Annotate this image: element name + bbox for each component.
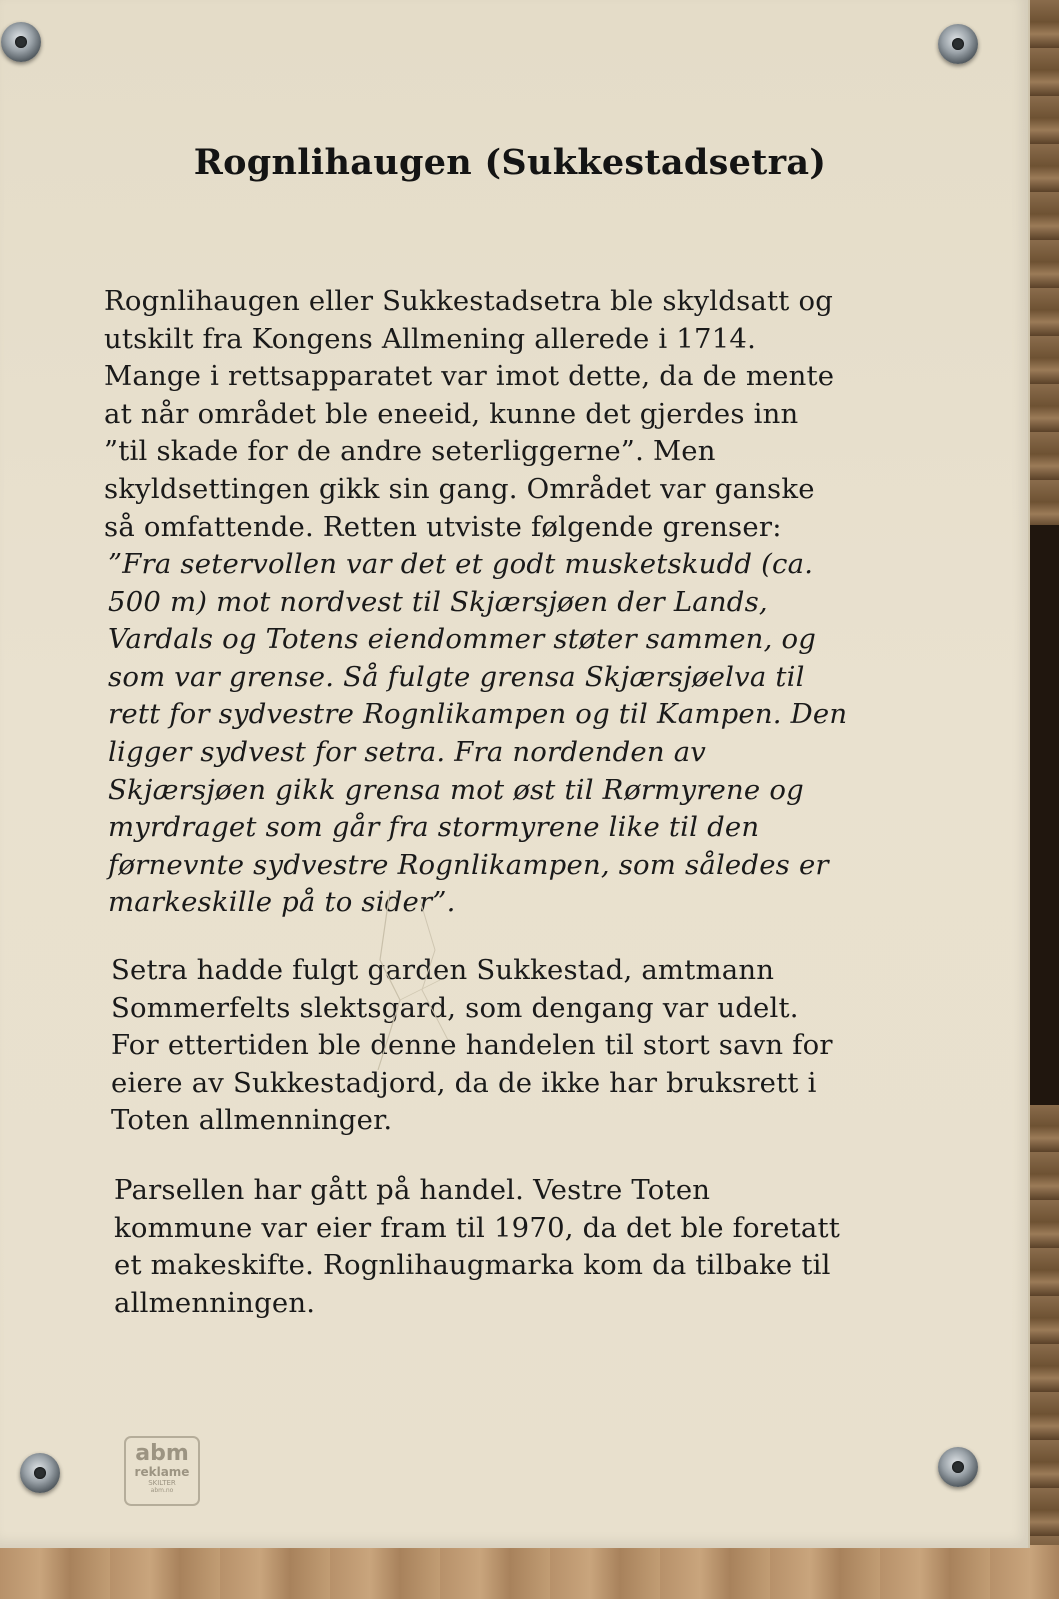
text-line: 500 m) mot nordvest til Skjærsjøen der Lands, bbox=[108, 585, 768, 618]
text-line: Skjærsjøen gikk grensa mot øst til Rørmyrene og bbox=[108, 773, 804, 806]
screw-icon bbox=[938, 1447, 978, 1487]
text-line: For ettertiden ble denne handelen til stort savn for bbox=[111, 1029, 833, 1062]
abm-reklame-logo bbox=[124, 1436, 200, 1506]
text-line: eiere av Sukkestadjord, da de ikke har bruksrett i bbox=[111, 1066, 817, 1099]
text-line: allmenningen. bbox=[114, 1286, 316, 1319]
text-line: skyldsettingen gikk sin gang. Området var ganske bbox=[104, 472, 815, 505]
logo-text: reklame bbox=[134, 1465, 190, 1479]
text-line: Mange i rettsapparatet var imot dette, da de mente bbox=[104, 360, 835, 393]
text-line: så omfattende. Retten utviste følgende grenser: bbox=[104, 510, 782, 543]
text-line: ”Fra setervollen var det et godt musketskudd (ca. bbox=[108, 548, 814, 580]
text-line: et makeskifte. Rognlihaugmarka kom da tilbake til bbox=[114, 1249, 831, 1282]
text-line: ”til skade for de andre seterliggerne”. Men bbox=[104, 435, 716, 468]
paragraph-intro bbox=[104, 283, 834, 546]
text-line: som var grense. Så fulgte grensa Skjærsjøelva til bbox=[108, 660, 805, 693]
logo-text: abm.no bbox=[150, 1487, 174, 1494]
text-line: Toten allmenninger. bbox=[111, 1104, 393, 1137]
logo-text: SKILTER bbox=[148, 1479, 176, 1487]
text-line: kommune var eier fram til 1970, da det ble foretatt bbox=[114, 1211, 840, 1244]
text-line: ligger sydvest for setra. Fra nordenden av bbox=[108, 735, 707, 768]
text-line: Rognlihaugen eller Sukkestadsetra ble skyldsatt og bbox=[104, 285, 834, 317]
paragraph-parcel bbox=[114, 1172, 840, 1322]
text-line: Sommerfelts slektsgard, som dengang var udelt. bbox=[111, 991, 799, 1024]
text-line: myrdraget som går fra stormyrene like til den bbox=[108, 811, 760, 844]
text-line: utskilt fra Kongens Allmening allerede i 1714. bbox=[104, 322, 757, 355]
sign-title: Rognlihaugen (Sukkestadsetra) bbox=[193, 142, 827, 183]
text-line: Setra hadde fulgt garden Sukkestad, amtmann bbox=[111, 954, 775, 986]
surface-crack bbox=[350, 880, 480, 1080]
screw-icon bbox=[20, 1453, 60, 1493]
text-line: markeskille på to sider”. bbox=[108, 886, 456, 919]
text-line: førnevnte sydvestre Rognlikampen, som således er bbox=[108, 848, 829, 881]
logo-text: abm bbox=[135, 1441, 189, 1466]
screw-icon bbox=[1, 22, 41, 62]
wood-plank-bottom bbox=[0, 1545, 1059, 1599]
paragraph-quote bbox=[108, 546, 847, 922]
text-line: rett for sydvestre Rognlikampen og til Kampen. Den bbox=[108, 698, 848, 731]
screw-icon bbox=[938, 24, 978, 64]
text-line: Parsellen har gått på handel. Vestre Toten bbox=[114, 1174, 711, 1206]
text-line: at når området ble eneeid, kunne det gjerdes inn bbox=[104, 397, 799, 430]
text-line: Vardals og Totens eiendommer støter sammen, og bbox=[108, 623, 817, 656]
